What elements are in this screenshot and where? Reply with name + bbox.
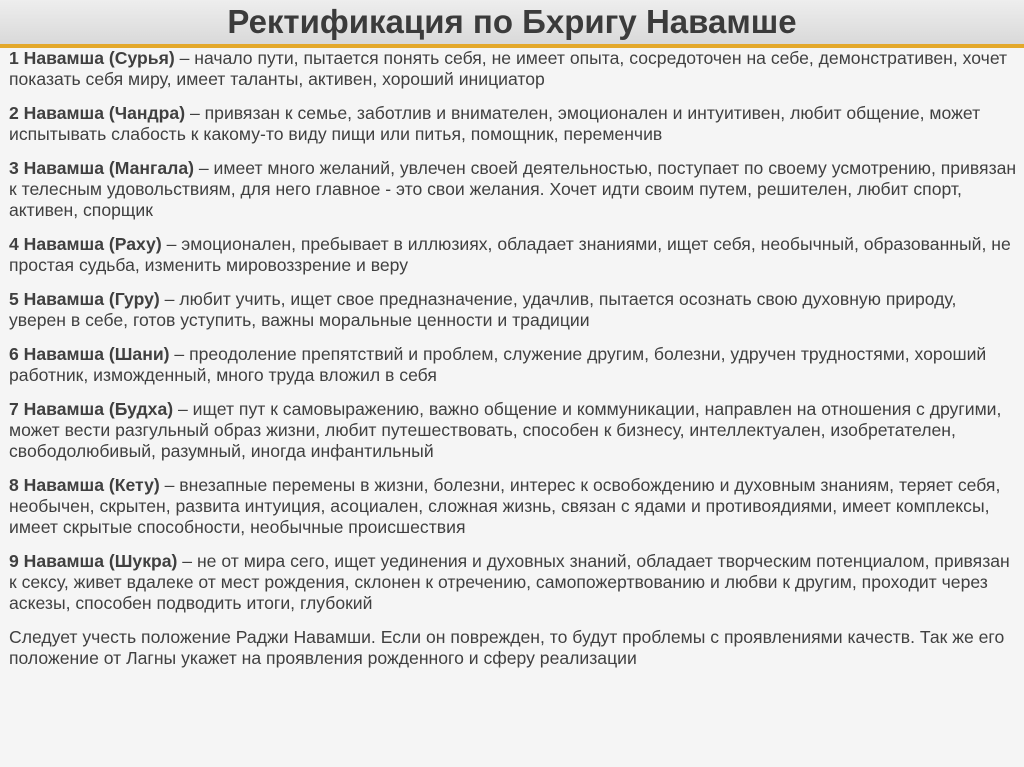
- item-text: – преодоление препятствий и проблем, служение другим, болезни, удручен трудностями, хороший работник, изможденный, много труда вложил в себя: [9, 344, 987, 385]
- item-text: – не от мира сего, ищет уединения и духовных знаний, обладает творческим потенциалом, привязан к сексу, живет вдалеке от мест рождения, склонен к отречению, самопожертвованию и любви к другим, проходит через аскезы, способен подводить итоги, глубокий: [9, 551, 1010, 613]
- item-heading: 8 Навамша (Кету): [9, 475, 160, 495]
- item-heading: 3 Навамша (Мангала): [9, 158, 194, 178]
- navamsha-item-5: [9, 289, 1017, 331]
- item-heading: 2 Навамша (Чандра): [9, 103, 186, 123]
- item-heading: 4 Навамша (Раху): [9, 234, 162, 254]
- navamsha-item-2: [9, 103, 1017, 145]
- content-body: [9, 48, 1017, 682]
- item-text: – начало пути, пытается понять себя, не имеет опыта, сосредоточен на себе, демонстративен, хочет показать себя миру, имеет таланты, активен, хороший инициатор: [9, 48, 1008, 89]
- conclusion-paragraph: Следует учесть положение Раджи Навамши. Если он поврежден, то будут проблемы с проявлениями качеств. Так же его положение от Лагны укажет на проявления рожденного и сферу реализации: [9, 627, 1005, 668]
- item-heading: 6 Навамша (Шани): [9, 344, 170, 364]
- item-text: – привязан к семье, заботлив и внимателен, эмоционален и интуитивен, любит общение, может испытывать слабость к какому-то виду пищи или питья, помощник, переменчив: [9, 103, 981, 144]
- navamsha-item-7: [9, 399, 1017, 462]
- item-text: – внезапные перемены в жизни, болезни, интерес к освобождению и духовным знаниям, теряет себя, необычен, скрытен, развита интуиция, асоциален, сложная жизнь, связан с ядами и противоядиями, имеет комплексы, имеет скрытые способности, необычные происшествия: [9, 475, 1001, 537]
- item-heading: 9 Навамша (Шукра): [9, 551, 178, 571]
- item-text: – ищет пут к самовыражению, важно общение и коммуникации, направлен на отношения с другими, может вести разгульный образ жизни, любит путешествовать, способен к бизнесу, интеллектуален, изобретателен, свободолюбивый, разумный, иногда инфантильный: [9, 399, 1002, 461]
- item-heading: 1 Навамша (Сурья): [9, 48, 175, 68]
- item-text: – имеет много желаний, увлечен своей деятельностью, поступает по своему усмотрению, привязан к телесным удовольствиям, для него главное - это свои желания. Хочет идти своим путем, решителен, любит спорт, активен, спорщик: [9, 158, 1017, 220]
- navamsha-item-1: [9, 48, 1017, 90]
- navamsha-item-6: [9, 344, 1017, 386]
- item-text: – эмоционален, пребывает в иллюзиях, обладает знаниями, ищет себя, необычный, образованный, не простая судьба, изменить мировоззрение и веру: [9, 234, 1011, 275]
- navamsha-item-3: [9, 158, 1017, 221]
- item-heading: 7 Навамша (Будха): [9, 399, 174, 419]
- item-heading: 5 Навамша (Гуру): [9, 289, 160, 309]
- slide-title: Ректификация по Бхригу Навамше: [227, 3, 797, 40]
- navamsha-item-9: [9, 551, 1017, 614]
- navamsha-item-4: [9, 234, 1017, 276]
- title-bar: [0, 0, 1024, 44]
- navamsha-item-8: [9, 475, 1017, 538]
- item-text: – любит учить, ищет свое предназначение, удачлив, пытается осознать свою духовную природу, уверен в себе, готов уступить, важны моральные ценности и традиции: [9, 289, 957, 330]
